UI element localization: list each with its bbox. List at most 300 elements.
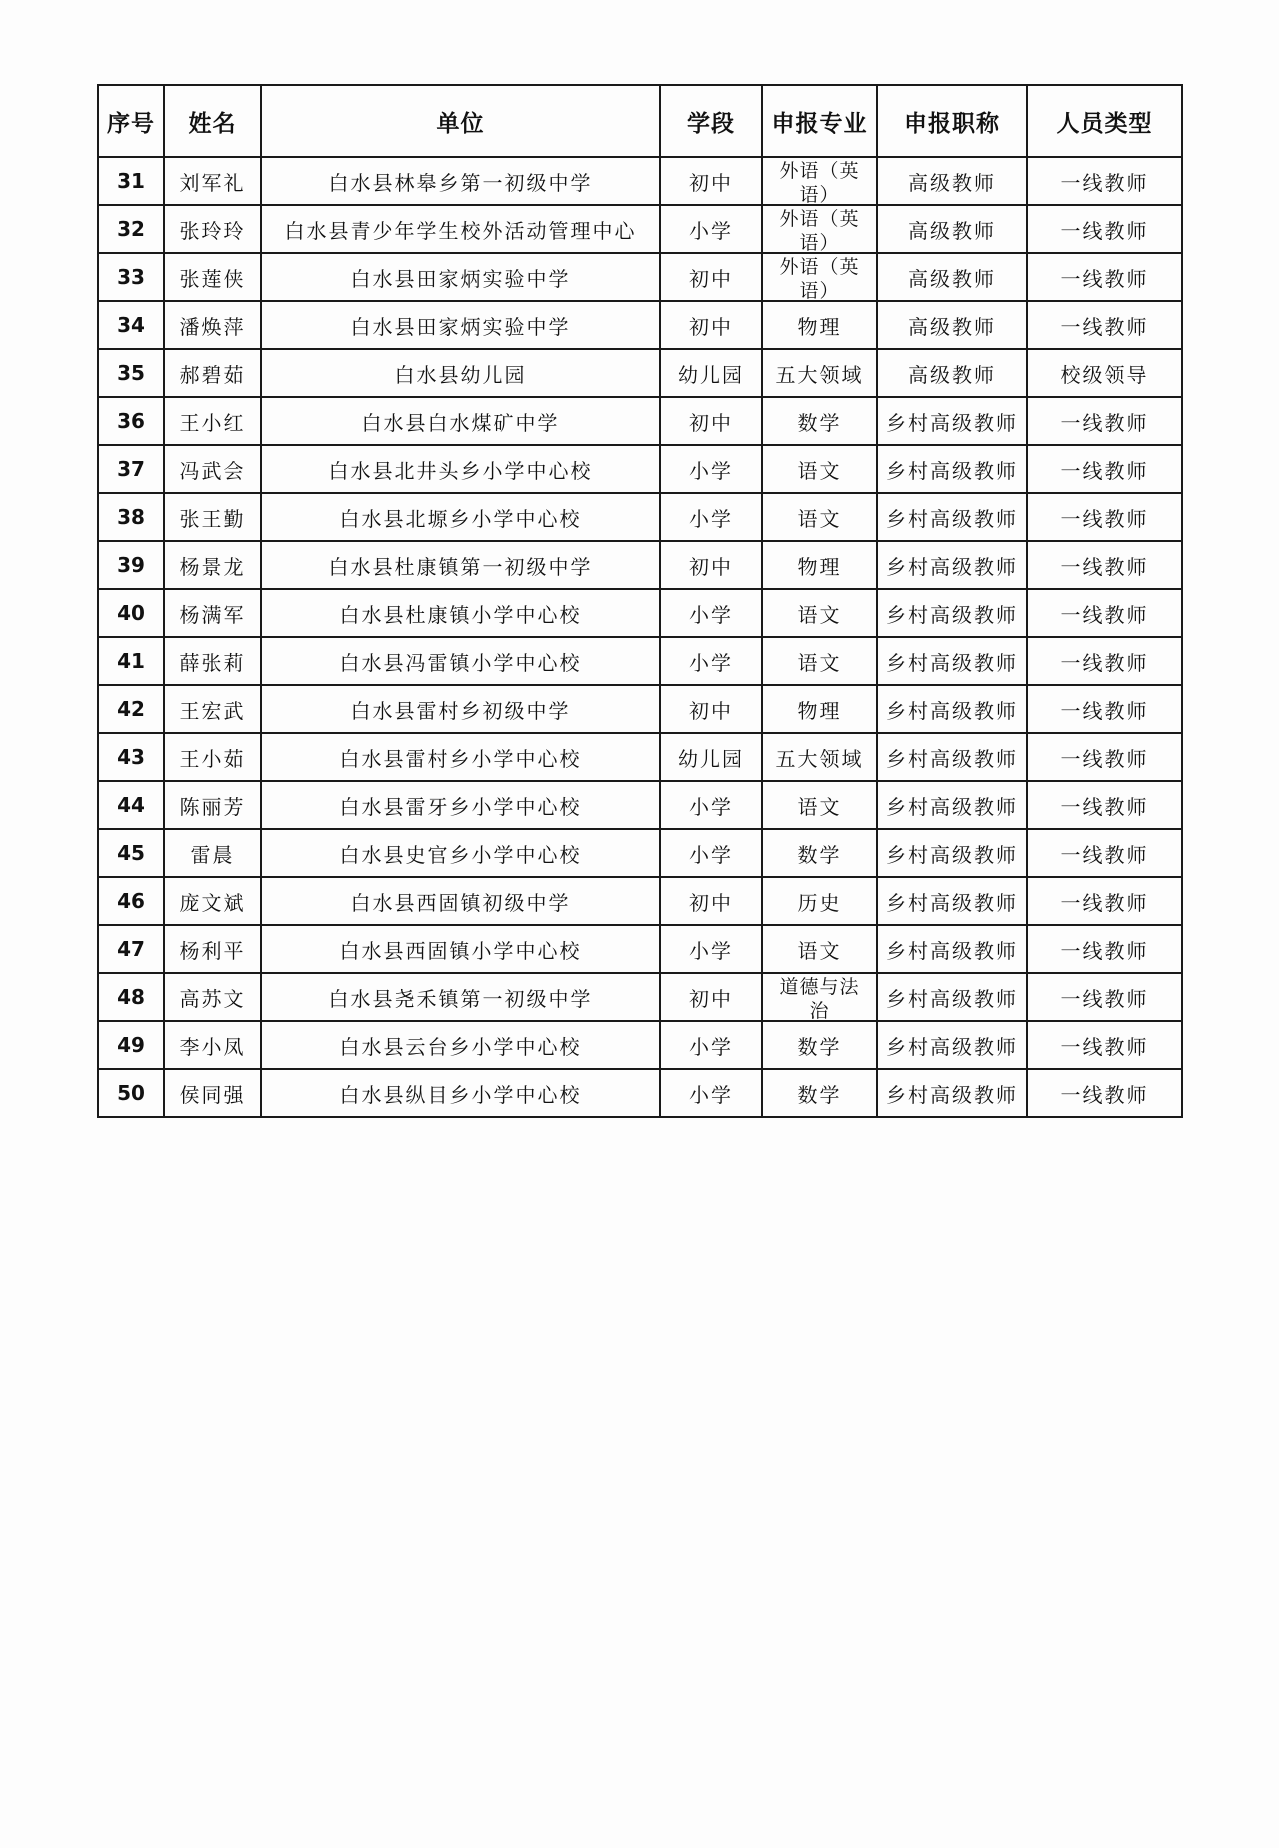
row-serial-text: 33 — [117, 265, 145, 289]
row-serial-text: 48 — [117, 985, 145, 1009]
row-serial — [98, 877, 164, 925]
row-subject-text: 外语（英语） — [779, 208, 860, 251]
row-type-text: 一线教师 — [1060, 506, 1149, 531]
row-type-text: 一线教师 — [1060, 650, 1149, 675]
row-name — [164, 925, 261, 973]
row-serial — [98, 733, 164, 781]
row-title-text: 乡村高级教师 — [886, 746, 1018, 771]
row-name — [164, 1021, 261, 1069]
row-stage-text: 小学 — [689, 1082, 733, 1107]
row-subject-text: 语文 — [797, 458, 842, 483]
row-stage-text: 初中 — [689, 698, 733, 723]
row-serial — [98, 157, 164, 205]
row-serial — [98, 973, 164, 1021]
row-stage-text: 初中 — [689, 266, 733, 291]
row-serial-text: 43 — [117, 745, 145, 769]
row-stage-text: 小学 — [689, 842, 733, 867]
row-stage-text: 初中 — [689, 890, 733, 915]
row-serial — [98, 541, 164, 589]
row-stage — [660, 445, 762, 493]
row-unit — [261, 589, 660, 637]
header-subject: 申报专业 — [762, 85, 877, 157]
row-subject-text: 物理 — [797, 698, 842, 723]
row-name — [164, 205, 261, 253]
row-stage-text: 小学 — [689, 602, 733, 627]
row-title-text: 乡村高级教师 — [886, 1034, 1018, 1059]
row-serial-text: 44 — [117, 793, 145, 817]
row-type — [1027, 733, 1182, 781]
row-subject — [762, 781, 877, 829]
header-serial: 序号 — [98, 85, 164, 157]
row-name-text: 雷晨 — [190, 842, 235, 867]
row-title — [877, 637, 1027, 685]
row-unit — [261, 685, 660, 733]
row-subject-text: 数学 — [797, 1082, 842, 1107]
row-name-text: 王小红 — [179, 410, 246, 435]
row-stage — [660, 253, 762, 301]
row-type — [1027, 589, 1182, 637]
row-unit-text: 白水县史官乡小学中心校 — [339, 842, 582, 867]
row-name-text: 李小凤 — [179, 1034, 246, 1059]
row-title-text: 高级教师 — [908, 218, 996, 243]
row-subject-text: 物理 — [797, 314, 842, 339]
row-serial — [98, 781, 164, 829]
row-title-text: 乡村高级教师 — [886, 698, 1018, 723]
row-name — [164, 637, 261, 685]
row-stage — [660, 1069, 762, 1117]
row-type — [1027, 1021, 1182, 1069]
row-name-text: 王小茹 — [179, 746, 246, 771]
row-serial-text: 42 — [117, 697, 145, 721]
row-subject — [762, 637, 877, 685]
row-serial-text: 35 — [117, 361, 145, 385]
row-unit — [261, 157, 660, 205]
row-subject-text: 外语（英语） — [779, 160, 860, 203]
row-title — [877, 541, 1027, 589]
row-stage — [660, 589, 762, 637]
row-type-text: 一线教师 — [1060, 410, 1149, 435]
row-unit-text: 白水县幼儿园 — [394, 362, 527, 387]
table-row — [98, 1069, 1182, 1117]
row-unit — [261, 397, 660, 445]
row-subject — [762, 733, 877, 781]
row-subject — [762, 829, 877, 877]
row-unit — [261, 349, 660, 397]
row-stage-text: 幼儿园 — [678, 746, 744, 771]
row-subject-text: 数学 — [797, 1034, 842, 1059]
table-row — [98, 445, 1182, 493]
row-unit — [261, 781, 660, 829]
row-subject-text: 历史 — [797, 890, 842, 915]
header-type: 人员类型 — [1027, 85, 1182, 157]
row-stage — [660, 973, 762, 1021]
row-subject — [762, 253, 877, 301]
row-name-text: 陈丽芳 — [179, 794, 246, 819]
row-title-text: 乡村高级教师 — [886, 458, 1018, 483]
row-name-text: 杨满军 — [179, 602, 246, 627]
row-stage — [660, 1021, 762, 1069]
row-type — [1027, 829, 1182, 877]
row-name — [164, 253, 261, 301]
row-unit-text: 白水县北塬乡小学中心校 — [339, 506, 582, 531]
row-stage — [660, 925, 762, 973]
row-stage — [660, 541, 762, 589]
row-subject — [762, 685, 877, 733]
row-stage — [660, 829, 762, 877]
row-stage-text: 初中 — [689, 410, 733, 435]
row-title — [877, 253, 1027, 301]
row-title-text: 乡村高级教师 — [886, 794, 1018, 819]
row-title — [877, 493, 1027, 541]
row-name-text: 刘军礼 — [179, 170, 246, 195]
row-name — [164, 589, 261, 637]
table-row — [98, 397, 1182, 445]
row-subject-text: 语文 — [797, 794, 842, 819]
row-stage-text: 初中 — [689, 314, 733, 339]
row-title — [877, 925, 1027, 973]
table-row — [98, 349, 1182, 397]
row-title-text: 乡村高级教师 — [886, 506, 1018, 531]
row-type-text: 一线教师 — [1060, 794, 1149, 819]
row-serial-text: 40 — [117, 601, 145, 625]
row-type-text: 一线教师 — [1060, 170, 1149, 195]
row-name — [164, 301, 261, 349]
row-serial-text: 46 — [117, 889, 145, 913]
row-name-text: 杨利平 — [179, 938, 246, 963]
row-subject — [762, 1069, 877, 1117]
table-row — [98, 685, 1182, 733]
row-unit-text: 白水县西固镇初级中学 — [350, 890, 571, 915]
row-subject-text: 语文 — [797, 650, 842, 675]
row-type-text: 一线教师 — [1060, 746, 1149, 771]
row-title-text: 乡村高级教师 — [886, 602, 1018, 627]
row-name — [164, 973, 261, 1021]
row-stage-text: 小学 — [689, 794, 733, 819]
row-unit-text: 白水县林皋乡第一初级中学 — [328, 170, 593, 195]
row-subject — [762, 493, 877, 541]
row-type — [1027, 157, 1182, 205]
row-title-text: 乡村高级教师 — [886, 986, 1018, 1011]
row-title — [877, 301, 1027, 349]
table-row — [98, 973, 1182, 1021]
row-unit-text: 白水县青少年学生校外活动管理中心 — [284, 218, 637, 243]
row-serial — [98, 685, 164, 733]
table-row — [98, 733, 1182, 781]
row-subject-text: 五大领域 — [775, 362, 864, 387]
row-name-text: 杨景龙 — [179, 554, 246, 579]
row-title — [877, 877, 1027, 925]
row-serial — [98, 637, 164, 685]
roster-table — [97, 84, 1183, 1118]
row-stage-text: 小学 — [689, 506, 733, 531]
row-serial — [98, 445, 164, 493]
row-unit-text: 白水县云台乡小学中心校 — [339, 1034, 582, 1059]
row-name — [164, 829, 261, 877]
row-stage-text: 小学 — [689, 458, 733, 483]
row-subject-text: 语文 — [797, 602, 842, 627]
row-type — [1027, 637, 1182, 685]
row-title-text: 高级教师 — [908, 362, 996, 387]
row-stage — [660, 637, 762, 685]
row-subject — [762, 877, 877, 925]
row-type-text: 一线教师 — [1060, 458, 1149, 483]
row-name — [164, 733, 261, 781]
row-serial — [98, 493, 164, 541]
header-stage: 学段 — [660, 85, 762, 157]
row-subject — [762, 157, 877, 205]
table-row — [98, 253, 1182, 301]
row-unit-text: 白水县纵目乡小学中心校 — [339, 1082, 582, 1107]
row-unit — [261, 1069, 660, 1117]
row-subject-text: 语文 — [797, 938, 842, 963]
row-subject-text: 数学 — [797, 410, 842, 435]
row-unit — [261, 301, 660, 349]
row-serial — [98, 925, 164, 973]
row-name-text: 张玲玲 — [179, 218, 246, 243]
table-row — [98, 493, 1182, 541]
row-serial — [98, 1069, 164, 1117]
row-stage — [660, 397, 762, 445]
table-row — [98, 1021, 1182, 1069]
table-row — [98, 637, 1182, 685]
row-type — [1027, 205, 1182, 253]
row-serial-text: 50 — [117, 1081, 145, 1105]
row-serial — [98, 829, 164, 877]
row-unit-text: 白水县北井头乡小学中心校 — [328, 458, 593, 483]
row-unit — [261, 1021, 660, 1069]
row-stage — [660, 685, 762, 733]
row-serial — [98, 301, 164, 349]
row-unit-text: 白水县雷牙乡小学中心校 — [339, 794, 582, 819]
row-subject — [762, 973, 877, 1021]
row-title-text: 乡村高级教师 — [886, 938, 1018, 963]
row-serial-text: 45 — [117, 841, 145, 865]
row-name-text: 高苏文 — [179, 986, 246, 1011]
row-name — [164, 445, 261, 493]
roster-body — [98, 157, 1182, 1117]
row-unit — [261, 205, 660, 253]
row-type — [1027, 493, 1182, 541]
row-unit — [261, 253, 660, 301]
row-name-text: 王宏武 — [179, 698, 246, 723]
row-type-text: 一线教师 — [1060, 698, 1149, 723]
row-title — [877, 349, 1027, 397]
row-title-text: 高级教师 — [908, 314, 996, 339]
row-unit — [261, 877, 660, 925]
row-unit — [261, 733, 660, 781]
row-subject-text: 物理 — [797, 554, 842, 579]
row-name-text: 潘焕萍 — [179, 314, 246, 339]
row-type — [1027, 253, 1182, 301]
row-type — [1027, 973, 1182, 1021]
table-row — [98, 781, 1182, 829]
row-unit-text: 白水县田家炳实验中学 — [350, 266, 571, 291]
row-subject — [762, 301, 877, 349]
row-unit-text: 白水县杜康镇第一初级中学 — [328, 554, 593, 579]
row-title — [877, 445, 1027, 493]
row-unit-text: 白水县西固镇小学中心校 — [339, 938, 582, 963]
row-unit — [261, 637, 660, 685]
row-stage — [660, 733, 762, 781]
row-title-text: 乡村高级教师 — [886, 842, 1018, 867]
row-name — [164, 781, 261, 829]
table-row — [98, 877, 1182, 925]
row-title — [877, 157, 1027, 205]
row-type-text: 一线教师 — [1060, 266, 1149, 291]
row-title-text: 高级教师 — [908, 266, 996, 291]
row-subject-text: 道德与法治 — [779, 976, 860, 1019]
row-type-text: 一线教师 — [1060, 218, 1149, 243]
row-subject — [762, 445, 877, 493]
row-stage — [660, 493, 762, 541]
row-unit — [261, 973, 660, 1021]
row-stage-text: 小学 — [689, 218, 733, 243]
row-unit — [261, 541, 660, 589]
row-stage — [660, 205, 762, 253]
table-row — [98, 157, 1182, 205]
row-type-text: 一线教师 — [1060, 890, 1149, 915]
row-subject — [762, 541, 877, 589]
row-title-text: 乡村高级教师 — [886, 554, 1018, 579]
row-serial-text: 38 — [117, 505, 145, 529]
table-row — [98, 205, 1182, 253]
header-row — [98, 85, 1182, 157]
row-unit-text: 白水县雷村乡小学中心校 — [339, 746, 582, 771]
row-unit-text: 白水县尧禾镇第一初级中学 — [328, 986, 593, 1011]
row-subject-text: 语文 — [797, 506, 842, 531]
table-row — [98, 829, 1182, 877]
row-serial-text: 37 — [117, 457, 145, 481]
row-unit-text: 白水县冯雷镇小学中心校 — [339, 650, 582, 675]
row-subject — [762, 349, 877, 397]
row-serial-text: 32 — [117, 217, 145, 241]
row-type-text: 一线教师 — [1060, 1082, 1149, 1107]
row-name-text: 侯同强 — [179, 1082, 246, 1107]
row-type-text: 校级领导 — [1060, 362, 1149, 387]
row-title — [877, 733, 1027, 781]
row-type — [1027, 349, 1182, 397]
row-subject — [762, 205, 877, 253]
row-type-text: 一线教师 — [1060, 986, 1149, 1011]
row-serial — [98, 253, 164, 301]
row-subject — [762, 589, 877, 637]
row-subject-text: 五大领域 — [775, 746, 864, 771]
row-subject — [762, 925, 877, 973]
row-name-text: 庞文斌 — [179, 890, 246, 915]
row-name — [164, 493, 261, 541]
row-serial — [98, 397, 164, 445]
row-unit-text: 白水县田家炳实验中学 — [350, 314, 571, 339]
row-name — [164, 1069, 261, 1117]
row-title-text: 高级教师 — [908, 170, 996, 195]
row-type — [1027, 1069, 1182, 1117]
row-title — [877, 1069, 1027, 1117]
row-name-text: 薛张莉 — [179, 650, 246, 675]
row-title-text: 乡村高级教师 — [886, 890, 1018, 915]
row-type — [1027, 541, 1182, 589]
row-type-text: 一线教师 — [1060, 1034, 1149, 1059]
row-stage-text: 幼儿园 — [678, 362, 744, 387]
row-serial-text: 34 — [117, 313, 145, 337]
row-stage-text: 小学 — [689, 938, 733, 963]
row-title — [877, 685, 1027, 733]
row-unit — [261, 829, 660, 877]
row-stage — [660, 877, 762, 925]
row-unit-text: 白水县雷村乡初级中学 — [350, 698, 571, 723]
row-serial-text: 47 — [117, 937, 145, 961]
row-name-text: 张王勤 — [179, 506, 246, 531]
row-title — [877, 829, 1027, 877]
row-type — [1027, 301, 1182, 349]
row-subject-text: 外语（英语） — [779, 256, 860, 299]
row-unit — [261, 493, 660, 541]
row-type-text: 一线教师 — [1060, 938, 1149, 963]
row-type — [1027, 781, 1182, 829]
row-serial-text: 49 — [117, 1033, 145, 1057]
table-row — [98, 925, 1182, 973]
row-title-text: 乡村高级教师 — [886, 410, 1018, 435]
row-name-text: 冯武会 — [179, 458, 246, 483]
row-unit-text: 白水县杜康镇小学中心校 — [339, 602, 582, 627]
row-unit — [261, 445, 660, 493]
row-unit — [261, 925, 660, 973]
row-type — [1027, 685, 1182, 733]
row-stage — [660, 349, 762, 397]
row-type — [1027, 925, 1182, 973]
row-name — [164, 349, 261, 397]
row-serial-text: 41 — [117, 649, 145, 673]
table-row — [98, 541, 1182, 589]
row-name — [164, 877, 261, 925]
row-stage-text: 初中 — [689, 170, 733, 195]
row-type-text: 一线教师 — [1060, 842, 1149, 867]
row-title — [877, 397, 1027, 445]
row-subject — [762, 1021, 877, 1069]
row-subject-text: 数学 — [797, 842, 842, 867]
row-serial — [98, 349, 164, 397]
row-type-text: 一线教师 — [1060, 554, 1149, 579]
row-title — [877, 589, 1027, 637]
row-type — [1027, 445, 1182, 493]
header-unit: 单位 — [261, 85, 660, 157]
row-name — [164, 541, 261, 589]
row-title-text: 乡村高级教师 — [886, 650, 1018, 675]
row-unit-text: 白水县白水煤矿中学 — [361, 410, 560, 435]
row-title — [877, 973, 1027, 1021]
row-title — [877, 205, 1027, 253]
row-type — [1027, 397, 1182, 445]
row-stage-text: 初中 — [689, 554, 733, 579]
row-stage-text: 小学 — [689, 650, 733, 675]
row-serial — [98, 589, 164, 637]
row-name-text: 张莲侠 — [179, 266, 246, 291]
row-name — [164, 157, 261, 205]
row-subject — [762, 397, 877, 445]
row-serial-text: 39 — [117, 553, 145, 577]
row-type — [1027, 877, 1182, 925]
table-row — [98, 589, 1182, 637]
row-name — [164, 685, 261, 733]
header-title: 申报职称 — [877, 85, 1027, 157]
row-title-text: 乡村高级教师 — [886, 1082, 1018, 1107]
row-stage — [660, 781, 762, 829]
row-serial — [98, 205, 164, 253]
row-serial-text: 36 — [117, 409, 145, 433]
row-type-text: 一线教师 — [1060, 602, 1149, 627]
row-stage — [660, 301, 762, 349]
row-stage — [660, 157, 762, 205]
table-row — [98, 301, 1182, 349]
